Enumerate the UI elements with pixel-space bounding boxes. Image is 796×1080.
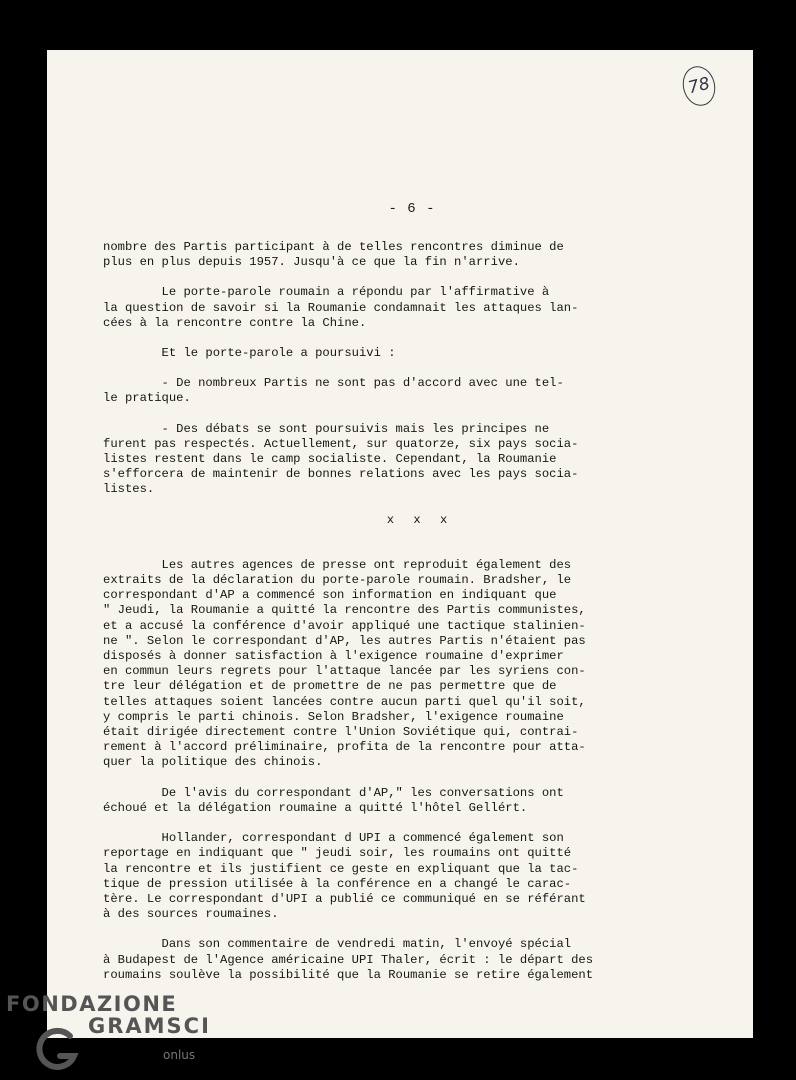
text-line: roumains soulève la possibilité que la Roumanie se retire également (103, 967, 594, 982)
section-separator: x x x (386, 512, 454, 527)
text-line: échoué et la délégation roumaine a quitté l'hôtel Gellért. (103, 800, 528, 815)
text-line: plus en plus depuis 1957. Jusqu'à ce que la fin n'arrive. (103, 255, 520, 270)
text-line: correspondant d'AP a commencé son information en indiquant que (103, 588, 557, 603)
text-line: nombre des Partis participant à de telles rencontres diminue de (103, 240, 564, 254)
text-line: était dirigée directement contre l'Union Soviétique qui, contrai- (103, 725, 579, 740)
paragraph (103, 831, 703, 922)
text-line: - Des débats se sont poursuivis mais les principes ne (103, 421, 550, 436)
text-line: y compris le parti chinois. Selon Bradsher, l'exigence roumaine (103, 709, 564, 724)
text-line: Hollander, correspondant d UPI a commencé également son (103, 831, 564, 846)
watermark-subtitle: GRAMSCI (88, 1014, 211, 1038)
text-line: le pratique. (103, 391, 191, 406)
text-line: rement à l'accord préliminaire, profita de la rencontre pour atta- (103, 740, 586, 755)
text-line: - De nombreux Partis ne sont pas d'accord avec une tel- (103, 376, 564, 391)
watermark-suffix: onlus (163, 1048, 196, 1062)
text-line: tre leur délégation et de promettre de ne pas permettre que de (103, 679, 557, 694)
paragraph (103, 422, 703, 498)
document-page (47, 50, 753, 1038)
text-line: cées à la rencontre contre la Chine. (103, 315, 367, 330)
text-line: et a accusé la conférence d'avoir appliqué une tactique stalinien- (103, 618, 586, 633)
text-line: Le porte-parole roumain a répondu par l'affirmative à (103, 285, 550, 300)
text-line: en commun leurs regrets pour l'attaque lancée par les syriens con- (103, 664, 586, 679)
text-line: disposés à donner satisfaction à l'exigence roumaine d'exprimer (103, 649, 564, 664)
text-line: extraits de la déclaration du porte-parole roumain. Bradsher, le (103, 573, 572, 588)
document-body (103, 240, 703, 998)
text-line: De l'avis du correspondant d'AP," les conversations ont (103, 785, 564, 800)
paragraph (103, 786, 703, 816)
text-line: listes. (103, 482, 155, 497)
text-line: tique de pression utilisée à la conférence en a changé le carac- (103, 876, 572, 891)
text-line: Et le porte-parole a poursuivi : (103, 346, 396, 361)
text-line: Dans son commentaire de vendredi matin, l'envoyé spécial (103, 937, 572, 952)
text-line: quer la politique des chinois. (103, 755, 323, 770)
text-line: ne ". Selon le correspondant d'AP, les autres Partis n'étaient pas (103, 633, 586, 648)
text-line: furent pas respectés. Actuellement, sur quatorze, six pays socia- (103, 436, 579, 451)
paragraph (103, 376, 703, 406)
gramsci-logo-icon (30, 1026, 86, 1070)
text-line: tère. Le correspondant d'UPI a publié ce communiqué en se référant (103, 891, 586, 906)
page-number: - 6 - (388, 201, 436, 217)
text-line: telles attaques soient lancées contre aucun parti quel qu'il soit, (103, 694, 586, 709)
paragraph (103, 240, 703, 270)
folio-stamp (679, 63, 720, 110)
paragraph (103, 937, 703, 983)
text-line: à Budapest de l'Agence américaine UPI Thaler, écrit : le départ des (103, 952, 594, 967)
paragraph (103, 346, 703, 361)
text-line: la rencontre et ils justifient ce geste en expliquant que la tac- (103, 861, 579, 876)
text-line: la question de savoir si la Roumanie condamnait les attaques lan- (103, 300, 579, 315)
text-line: Les autres agences de presse ont reproduit également des (103, 557, 572, 572)
folio-number: 78 (686, 73, 712, 99)
text-line: " Jeudi, la Roumanie a quitté la rencontre des Partis communistes, (103, 603, 586, 618)
watermark (0, 990, 230, 1080)
paragraph (103, 285, 703, 331)
paragraph (103, 558, 703, 771)
text-line: à des sources roumaines. (103, 907, 279, 922)
watermark-title: FONDAZIONE (6, 992, 178, 1016)
text-line: reportage en indiquant que " jeudi soir, les roumains ont quitté (103, 846, 572, 861)
text-line: listes restent dans le camp socialiste. Cependant, la Roumanie (103, 452, 557, 467)
text-line: s'efforcera de maintenir de bonnes relations avec les pays socia- (103, 467, 579, 482)
